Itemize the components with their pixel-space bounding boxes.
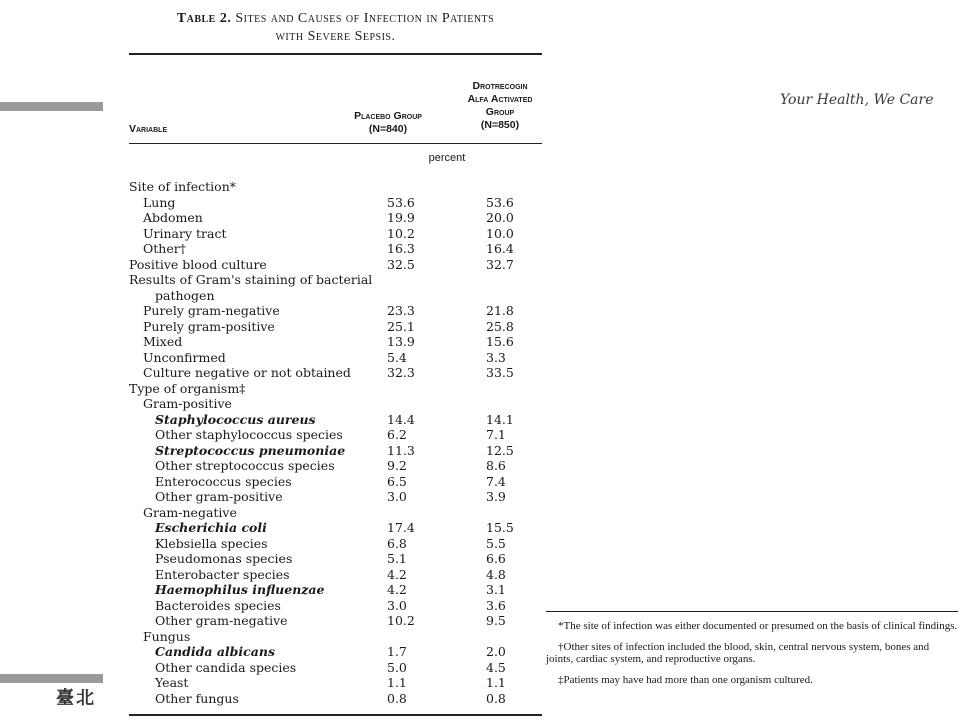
- header-drotrecogin-line4: (N=850): [480, 119, 520, 131]
- row-label: Lung: [143, 194, 176, 210]
- drotrecogin-value: 15.5: [486, 520, 514, 535]
- placebo-value: 6.5: [387, 473, 407, 489]
- placebo-value: 17.4: [387, 520, 415, 535]
- row-label: Klebsiella species: [155, 535, 268, 551]
- placebo-value: 10.2: [387, 225, 415, 241]
- table-row: [129, 195, 542, 211]
- row-label: Other fungus: [155, 690, 239, 706]
- drotrecogin-value: 8.6: [486, 458, 506, 473]
- row-label: Purely gram-positive: [143, 318, 275, 334]
- drotrecogin-value: 1.1: [486, 675, 506, 690]
- row-label: Haemophilus influenzae: [155, 582, 325, 597]
- drotrecogin-value: 6.6: [486, 551, 506, 566]
- row-label: Escherichia coli: [155, 520, 267, 535]
- drotrecogin-value: 3.1: [486, 582, 506, 597]
- row-label: Bacteroides species: [155, 597, 281, 613]
- table-row: [129, 350, 542, 366]
- row-label: Fungus: [143, 628, 191, 644]
- drotrecogin-value: 4.8: [486, 566, 506, 582]
- table-row: [129, 412, 542, 428]
- table-header-rule: [129, 143, 542, 144]
- header-drotrecogin-line2: Alfa Activated: [467, 93, 533, 105]
- placebo-value: 1.1: [387, 675, 407, 690]
- placebo-value: 4.2: [387, 566, 407, 582]
- placebo-value: 6.2: [387, 427, 407, 442]
- row-label: Other candida species: [155, 659, 297, 675]
- placebo-value: 0.8: [387, 690, 407, 706]
- row-label: Culture negative or not obtained: [143, 365, 351, 380]
- table-row: [129, 489, 542, 505]
- table-row: [129, 505, 542, 521]
- drotrecogin-value: 9.5: [486, 613, 506, 628]
- header-drotrecogin-group: [455, 80, 545, 132]
- table-body: [129, 179, 542, 706]
- drotrecogin-value: 3.9: [486, 489, 506, 504]
- placebo-value: 5.1: [387, 551, 407, 566]
- header-placebo-line1: Placebo Group: [354, 110, 422, 122]
- row-label: Mixed: [143, 334, 183, 349]
- placebo-value: 3.0: [387, 489, 407, 504]
- header-drotrecogin-line3: Group: [485, 106, 515, 118]
- table-row: [129, 226, 542, 242]
- drotrecogin-value: 21.8: [486, 303, 514, 318]
- footnotes: [546, 612, 958, 686]
- logo-text: 臺北: [56, 688, 96, 709]
- placebo-value: 13.9: [387, 334, 415, 349]
- row-label: Enterobacter species: [155, 566, 290, 582]
- placebo-value: 14.4: [387, 411, 415, 427]
- drotrecogin-value: 20.0: [486, 210, 514, 225]
- header-placebo-group: [343, 110, 433, 136]
- table-row: [129, 567, 542, 583]
- drotrecogin-value: 33.5: [486, 365, 514, 380]
- table-row: [129, 520, 542, 536]
- row-label: Yeast: [155, 675, 189, 690]
- placebo-value: 9.2: [387, 458, 407, 473]
- drotrecogin-value: 16.4: [486, 241, 514, 256]
- table-row: [129, 288, 542, 304]
- row-label: Abdomen: [143, 210, 203, 225]
- table-row: [129, 257, 542, 273]
- placebo-value: 4.2: [387, 582, 407, 597]
- drotrecogin-value: 4.5: [486, 659, 506, 675]
- row-label: pathogen: [155, 287, 215, 303]
- table-row: [129, 660, 542, 676]
- placebo-value: 25.1: [387, 318, 415, 334]
- table-row: [129, 675, 542, 691]
- table-row: [129, 629, 542, 645]
- row-label: Gram-negative: [143, 504, 237, 520]
- footnote: *The site of infection was either documented or presumed on the basis of clinical findings.: [558, 620, 958, 632]
- row-label: Other gram-negative: [155, 613, 288, 628]
- placebo-value: 3.0: [387, 597, 407, 613]
- table-row: [129, 582, 542, 598]
- table-row: [129, 303, 542, 319]
- row-label: Results of Gram's staining of bacterial: [129, 272, 373, 287]
- row-label: Urinary tract: [143, 225, 227, 241]
- table-row: [129, 396, 542, 412]
- placebo-value: 5.0: [387, 659, 407, 675]
- row-label: Type of organism‡: [129, 380, 246, 396]
- table-row: [129, 598, 542, 614]
- placebo-value: 11.3: [387, 442, 415, 458]
- placebo-value: 19.9: [387, 210, 415, 225]
- table-top-rule: [129, 53, 542, 55]
- drotrecogin-value: 10.0: [486, 225, 514, 241]
- row-label: Purely gram-negative: [143, 303, 280, 318]
- footnote: †Other sites of infection included the blood, skin, central nervous system, bones and joints, cardiac system, and reproductive organs.: [546, 640, 930, 665]
- drotrecogin-value: 53.6: [486, 194, 514, 210]
- tagline: Your Health, We Care: [780, 92, 934, 108]
- row-label: Pseudomonas species: [155, 551, 293, 566]
- row-label: Other†: [143, 241, 186, 256]
- row-label: Gram-positive: [143, 396, 232, 411]
- row-label: Candida albicans: [155, 644, 275, 659]
- table-row: [129, 644, 542, 660]
- placebo-value: 32.3: [387, 365, 415, 380]
- table-row: [129, 691, 542, 707]
- placebo-value: 10.2: [387, 613, 415, 628]
- table-row: [129, 272, 542, 288]
- table-title: [129, 10, 542, 46]
- table-row: [129, 179, 542, 195]
- placebo-value: 1.7: [387, 644, 407, 659]
- table-row: [129, 381, 542, 397]
- drotrecogin-value: 15.6: [486, 334, 514, 349]
- table-title-line2: with Severe Sepsis.: [275, 29, 396, 44]
- drotrecogin-value: 7.4: [486, 473, 506, 489]
- data-table: [129, 0, 542, 720]
- table-row: [129, 427, 542, 443]
- table-row: [129, 319, 542, 335]
- table-row: [129, 551, 542, 567]
- footnote: ‡Patients may have had more than one organism cultured.: [558, 673, 813, 686]
- placebo-value: 6.8: [387, 535, 407, 551]
- row-label: Streptococcus pneumoniae: [155, 442, 346, 458]
- row-label: Staphylococcus aureus: [155, 411, 316, 427]
- drotrecogin-value: 14.1: [486, 411, 514, 427]
- row-label: Other staphylococcus species: [155, 427, 343, 442]
- table-bottom-rule: [129, 714, 542, 716]
- placebo-value: 5.4: [387, 349, 407, 365]
- placebo-value: 23.3: [387, 303, 415, 318]
- drotrecogin-value: 32.7: [486, 256, 514, 272]
- placebo-value: 16.3: [387, 241, 415, 256]
- drotrecogin-value: 0.8: [486, 690, 506, 706]
- placebo-value: 32.5: [387, 256, 415, 272]
- table-title-prefix: Table 2.: [176, 11, 232, 26]
- drotrecogin-value: 25.8: [486, 318, 514, 334]
- placebo-value: 53.6: [387, 194, 415, 210]
- table-row: [129, 613, 542, 629]
- table-title-line1: Sites and Causes of Infection in Patients: [235, 11, 495, 26]
- drotrecogin-value: 3.6: [486, 597, 506, 613]
- table-row: [129, 458, 542, 474]
- header-variable: Variable: [129, 123, 168, 135]
- table-row: [129, 241, 542, 257]
- row-label: Other gram-positive: [155, 489, 283, 504]
- table-row: [129, 334, 542, 350]
- table-row: [129, 536, 542, 552]
- drotrecogin-value: 3.3: [486, 349, 506, 365]
- row-label: Other streptococcus species: [155, 458, 335, 473]
- drotrecogin-value: 5.5: [486, 535, 506, 551]
- table-row: [129, 365, 542, 381]
- drotrecogin-value: 7.1: [486, 427, 506, 442]
- decorative-bar-bottom: [0, 674, 103, 683]
- table-row: [129, 443, 542, 459]
- row-label: Site of infection*: [129, 179, 237, 194]
- row-label: Positive blood culture: [129, 256, 267, 272]
- row-label: Unconfirmed: [143, 349, 226, 365]
- row-label: Enterococcus species: [155, 473, 292, 489]
- table-row: [129, 474, 542, 490]
- units-label: percent: [428, 152, 466, 164]
- table-row: [129, 210, 542, 226]
- drotrecogin-value: 12.5: [486, 442, 514, 458]
- header-drotrecogin-line1: Drotrecogin: [472, 80, 528, 92]
- header-placebo-line2: (N=840): [368, 123, 408, 135]
- drotrecogin-value: 2.0: [486, 644, 506, 659]
- decorative-bar-top: [0, 102, 103, 111]
